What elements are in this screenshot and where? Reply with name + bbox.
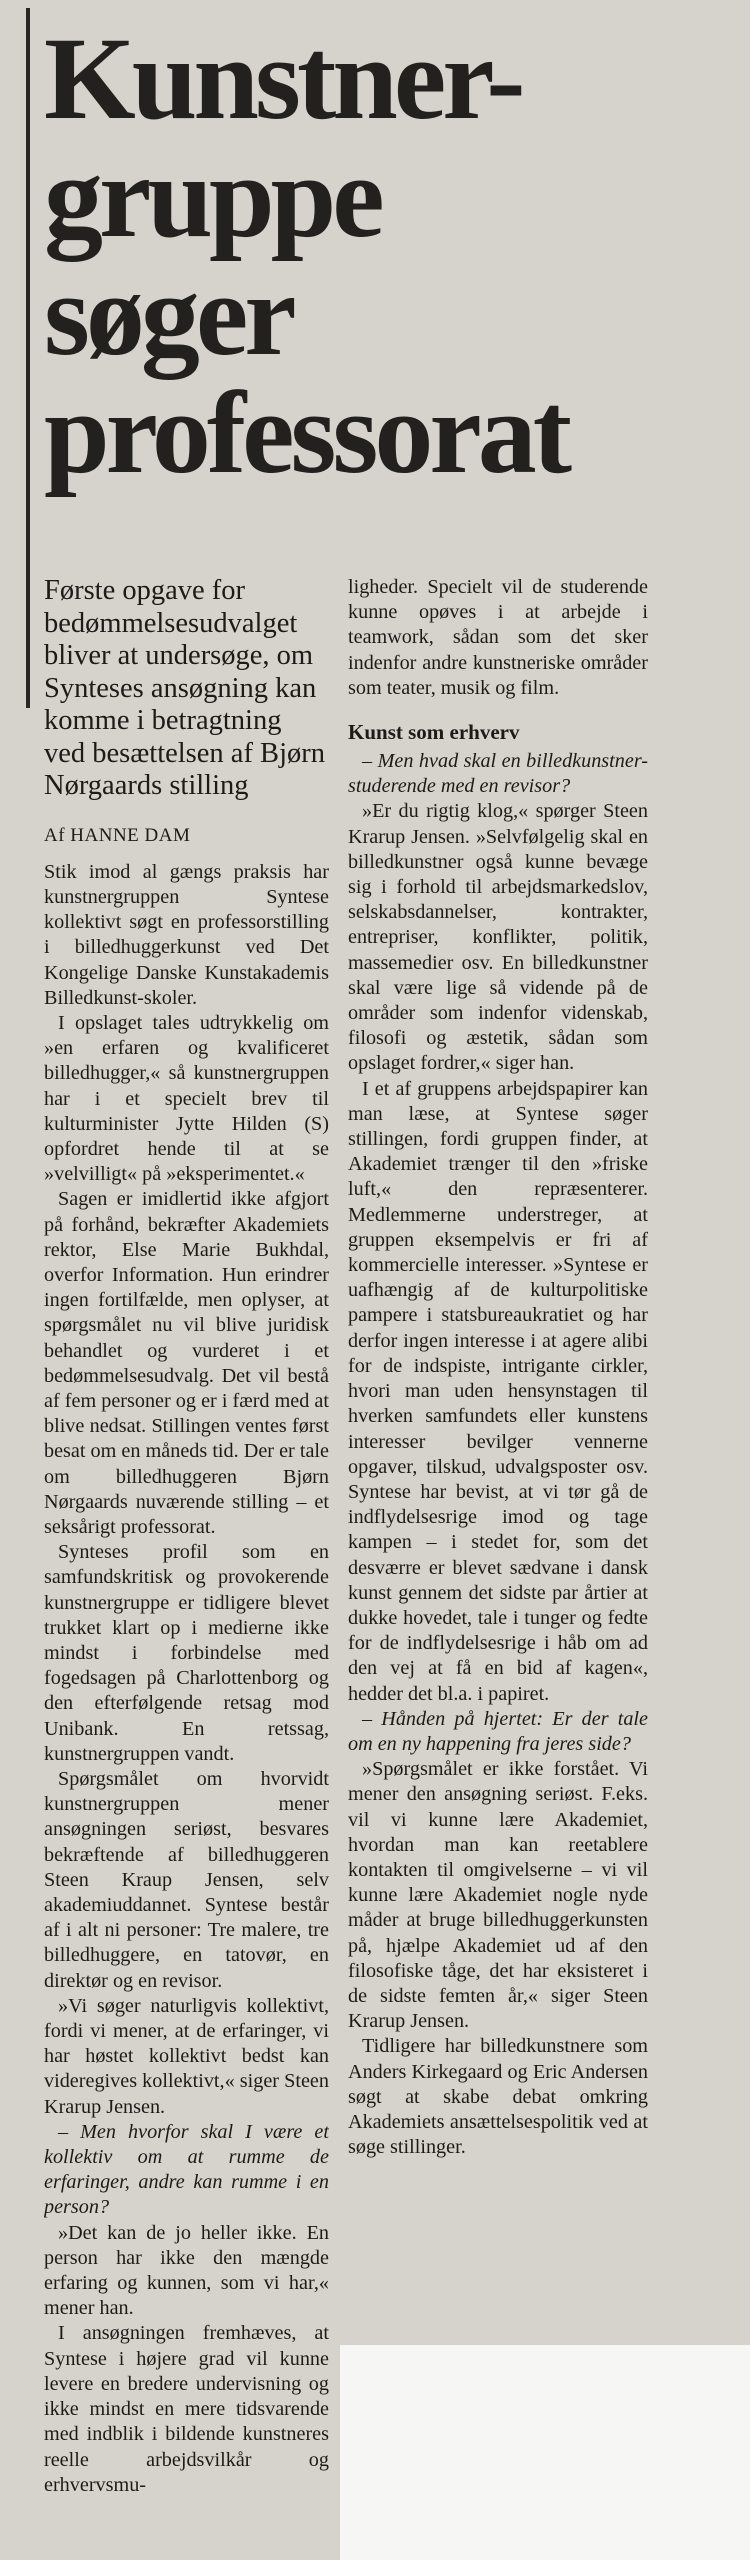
body-paragraph: Sagen er imidlertid ikke afgjort på forhånd, bekræfter Akademiets rektor, Else Marie Bukhdal, overfor Information. Hun erindrer ingen fortilfælde, men oplyser, at spørgsmålet nu vil blive juridisk behandlet og vurderet i et bedømmelsesudvalg. Det vil bestå af fem personer og er i færd med at blive nedsat. Stillingen ventes først besat om en måneds tid. Der er tale om billedhuggeren Bjørn Nørgaards nuværende stilling – et seksårigt professorat. bbox=[44, 1188, 329, 1538]
interview-question: – Hånden på hjertet: Er der tale om en ny happening fra jeres side? bbox=[348, 1707, 648, 1755]
headline-line: gruppe bbox=[44, 131, 381, 262]
body-paragraph: I et af gruppens arbejdspapirer kan man læse, at Syntese søger stillingen, fordi gruppen finder, at Akademiet trænger til den »friske luft,« den repræsenterer. Medlemmerne understreger, at gruppen eksempelvis er fri af kommercielle interesser. »Syntese er uafhængig af de kulturpolitiske pampere i statsbureaukratiet og har derfor ingen interesse i at agere alibi for de indspiste, intrigante cirkler, hvori man uden hensynstagen til hverken samfundets eller kunstens interesser bevilger vennerne opgaver, tilskud, udvalgsposter osv. Syntese har bevist, at vi tør gå de indflydelsesrige imod og tage kampen – i stedet for, som det desværre er blevet sædvane i dansk kunst gennem det sidste par årtier at dukke hovedet, tale i tunger og fedte for de indflydelsesrige i håb om ad den vej at få en bid af kagen«, hedder det bl.a. i papiret. bbox=[348, 1077, 648, 1705]
headline-line: professorat bbox=[44, 367, 569, 498]
headline-line: søger bbox=[44, 249, 293, 380]
body-paragraph: »Er du rigtig klog,« spørger Steen Krarup Jensen. »Selvfølgelig skal en billedkunstner også kunne bevæge sig i forhold til arbejdsmarkedslov, selskabsdannelser, kontrakter, entrepriser, konflikter, politik, massemedier osv. En billedkunstner skal være lige så vidende på de områder som indenfor videnskab, filosofi og æstetik, sådan som opslaget fordrer,« siger han. bbox=[348, 800, 648, 1075]
byline: Af HANNE DAM bbox=[44, 824, 191, 846]
headline-line: Kunstner- bbox=[44, 13, 522, 144]
column-rule bbox=[26, 8, 30, 708]
headline bbox=[44, 13, 734, 498]
right-column bbox=[348, 575, 648, 2335]
body-paragraph: I ansøgningen fremhæves, at Syntese i højere grad vil kunne levere en bredere undervisning og ikke mindst en mere tidsvarende med indblik i bildende kunstneres reelle arbejdsvilkår og erhvervsmu- bbox=[44, 2322, 329, 2496]
body-paragraph: »Spørgsmålet er ikke forstået. Vi mener den ansøgning seriøst. F.eks. vil vi kunne lære Akademiet, hvordan man kan reetablere kontakten til omgivelserne – vi vil kunne lære Akademiet nogle nyde måder at bruge billedhuggerkunsten på, hjælpe Akademiet ud af den filosofiske tåge, det har eksisteret i de sidste femten år,« siger Steen Krarup Jensen. bbox=[348, 1758, 648, 2033]
body-paragraph: ligheder. Specielt vil de studerende kunne opøves i at arbejde i teamwork, sådan som det sker indenfor andre kunstneriske områder som teater, musik og film. bbox=[348, 576, 648, 699]
left-column bbox=[44, 575, 329, 2560]
lead-paragraph: Første opgave for bedømmelsesudvalget bliver at undersøge, om Synteses ansøgning kan komme i betragtning ved besættelsen af Bjørn Nørgaards stilling bbox=[44, 575, 325, 801]
body-paragraph: I opslaget tales udtrykkelig om »en erfaren og kvalificeret billedhugger,« så kunstnergruppen har i et specielt brev til kulturminister Jytte Hilden (S) opfordret hende til at se »velvilligt« på »eksperimentet.« bbox=[44, 1011, 329, 1186]
body-paragraph: »Vi søger naturligvis kollektivt, fordi vi mener, at de erfaringer, vi har høstet kollektivt bedst kan videregives kollektivt,« siger Steen Krarup Jensen. bbox=[44, 1994, 329, 2118]
subheading: Kunst som erhverv bbox=[348, 720, 520, 745]
body-paragraph: Spørgsmålet om hvorvidt kunstnergruppen mener ansøgningen seriøst, besvares bekræftende af billedhuggeren Steen Kraup Jensen, selv akademiuddannet. Syntese består af i alt ni personer: Tre malere, tre billedhuggere, en tatovør, en direktør og en revisor. bbox=[44, 1768, 329, 1992]
body-paragraph: Stik imod al gængs praksis har kunstnergruppen Syntese kollektivt søgt en professorstilling i billedhuggerkunst ved Det Kongelige Danske Kunstakademis Billedkunst-skoler. bbox=[44, 860, 329, 1009]
interview-question: – Men hvorfor skal I være et kollektiv om at rumme de erfaringer, andre kan rumme i en person? bbox=[44, 2120, 329, 2219]
body-paragraph: Tidligere har billedkunstnere som Anders Kirkegaard og Eric Andersen søgt at skabe debat omkring Akademiets ansættelsespolitik ved at søge stillinger. bbox=[348, 2035, 648, 2159]
blank-patch bbox=[340, 2345, 750, 2560]
interview-question: – Men hvad skal en billedkunstner-studerende med en revisor? bbox=[348, 750, 648, 798]
body-paragraph: Synteses profil som en samfundskritisk og provokerende kunstnergruppe er tidligere blevet trukket klart op i medierne ikke mindst i forbindelse med fogedsagen på Charlottenborg og den efterfølgende retsag mod Unibank. En retssag, kunstnergruppen vandt. bbox=[44, 1541, 329, 1765]
body-paragraph: »Det kan de jo heller ikke. En person har ikke den mængde erfaring og kunnen, som vi har,« mener han. bbox=[44, 2221, 329, 2320]
